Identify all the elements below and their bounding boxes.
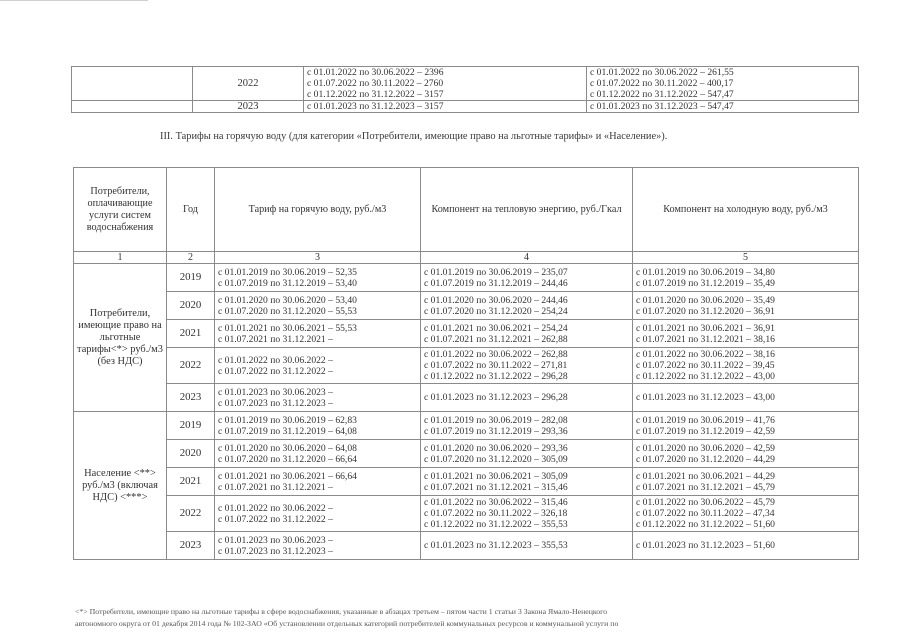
tariff-period-line: с 01.01.2021 по 30.06.2021 – 36,91 [636, 322, 775, 334]
cold-component-cell [633, 292, 859, 320]
table-row [74, 384, 859, 412]
tariff-period-line: с 01.01.2022 по 30.06.2022 – 315,46 [424, 497, 568, 508]
table-row [74, 440, 859, 468]
tariff-period-line: с 01.07.2020 по 31.12.2020 – 36,91 [636, 305, 775, 317]
tariff-period-line: с 01.01.2019 по 30.06.2019 – 41,76 [636, 414, 775, 426]
tariff-period-line: с 01.07.2021 по 31.12.2021 – [218, 333, 333, 345]
tariff-period-line: с 01.01.2020 по 30.06.2020 – 53,40 [218, 294, 357, 306]
tariff-period-line: с 01.01.2023 по 31.12.2023 – 51,60 [636, 540, 775, 551]
heat-component-cell [421, 532, 633, 560]
cold-component-cell [633, 412, 859, 440]
tariff-period-line: с 01.01.2021 по 30.06.2021 – 254,24 [424, 322, 568, 334]
tariff-period-line: с 01.07.2022 по 30.11.2022 – 326,18 [424, 508, 568, 519]
tariff-period-line: с 01.07.2020 по 31.12.2020 – 66,64 [218, 453, 357, 465]
table-row [74, 320, 859, 348]
year-cell: 2022 [167, 348, 215, 384]
empty-cell [72, 101, 193, 113]
column-number: 1 [74, 252, 167, 264]
year-cell: 2020 [167, 292, 215, 320]
tariff-period-line: с 01.01.2022 по 30.06.2022 – 38,16 [636, 349, 775, 360]
cold-component-cell [633, 348, 859, 384]
tariff-period-line: с 01.01.2023 по 30.06.2023 – [218, 534, 333, 546]
tariff-period-line: с 01.01.2022 по 30.06.2022 – 45,79 [636, 497, 775, 508]
table-row [74, 496, 859, 532]
tariff-period-line: с 01.07.2021 по 31.12.2021 – 262,88 [424, 333, 568, 345]
tariff-period-line: с 01.07.2020 по 31.12.2020 – 254,24 [424, 305, 568, 317]
tariff-period-line: с 01.12.2022 по 31.12.2022 – 355,53 [424, 519, 568, 530]
year-cell: 2022 [167, 496, 215, 532]
cold-component-cell [633, 496, 859, 532]
year-cell: 2020 [167, 440, 215, 468]
heat-component-cell [421, 320, 633, 348]
heat-component-cell [421, 496, 633, 532]
tariff-period-line: с 01.01.2023 по 31.12.2023 – 43,00 [636, 392, 775, 403]
heat-component-cell [421, 468, 633, 496]
year-cell: 2021 [167, 320, 215, 348]
cold-component-cell [633, 320, 859, 348]
tariff-cell [215, 468, 421, 496]
year-cell: 2019 [167, 264, 215, 292]
hot-water-tariff-table [73, 167, 859, 560]
heat-component-cell [421, 292, 633, 320]
section-title: III. Тарифы на горячую воду (для категории «Потребители, имеющие право на льготные тарифы» и «Население»). [160, 131, 668, 142]
header-consumers: Потребители, оплачивающие услуги систем водоснабжения [74, 168, 167, 252]
table-row [72, 67, 859, 101]
empty-cell [72, 67, 193, 101]
tariff-period-line: с 01.07.2022 по 30.11.2022 – 400,17 [590, 78, 734, 89]
column-number: 2 [167, 252, 215, 264]
tariff-period-line: с 01.01.2019 по 30.06.2019 – 62,83 [218, 414, 357, 426]
tariff-period-line: с 01.01.2021 по 30.06.2021 – 66,64 [218, 470, 357, 482]
tariff-period-line: с 01.01.2020 по 30.06.2020 – 35,49 [636, 294, 775, 306]
header-tariff: Тариф на горячую воду, руб./м3 [215, 168, 421, 252]
tariff-period-line: с 01.07.2019 по 31.12.2019 – 42,59 [636, 425, 775, 437]
consumer-category: Потребители, имеющие право на льготные тарифы<*> руб./м3 (без НДС) [74, 264, 167, 412]
tariff-cell [215, 320, 421, 348]
tariff-period-line: с 01.01.2022 по 30.06.2022 – 2396 [307, 67, 444, 78]
footnote-line: автономного округа от 01 декабря 2014 года № 102-ЗАО «Об установлении отдельных категорий потребителей коммунальных ресурсов и коммунальной услуги по [75, 619, 619, 628]
tariff-cell [215, 264, 421, 292]
column-number: 5 [633, 252, 859, 264]
header-cold-component: Компонент на холодную воду, руб./м3 [633, 168, 859, 252]
tariff-period-line: с 01.07.2020 по 31.12.2020 – 305,09 [424, 453, 568, 465]
tariff-period-line: с 01.07.2021 по 31.12.2021 – 45,79 [636, 481, 775, 493]
tariff-period-line: с 01.12.2022 по 31.12.2022 – 3157 [307, 89, 444, 100]
tariff-period-line: с 01.01.2023 по 31.12.2023 – 547,47 [590, 101, 734, 112]
tariff-period-line: с 01.07.2022 по 30.11.2022 – 47,34 [636, 508, 775, 519]
year-cell: 2022 [193, 67, 304, 101]
tariff-period-line: с 01.01.2020 по 30.06.2020 – 64,08 [218, 442, 357, 454]
tariff-period-line: с 01.01.2021 по 30.06.2021 – 44,29 [636, 470, 775, 482]
tariff-period-line: с 01.07.2022 по 31.12.2022 – [218, 365, 333, 377]
year-cell: 2023 [167, 384, 215, 412]
tariff-period-line: с 01.07.2019 по 31.12.2019 – 293,36 [424, 425, 568, 437]
table-row [74, 292, 859, 320]
top-tariff-table [71, 66, 859, 113]
tariff-period-line: с 01.12.2022 по 31.12.2022 – 547,47 [590, 89, 734, 100]
tariff-period-line: с 01.01.2021 по 30.06.2021 – 305,09 [424, 470, 568, 482]
tariff-period-line: с 01.12.2022 по 31.12.2022 – 43,00 [636, 371, 775, 382]
heat-component-cell [421, 348, 633, 384]
tariff-period-line: с 01.01.2021 по 30.06.2021 – 55,53 [218, 322, 357, 334]
table-row [74, 532, 859, 560]
tariff-period-line: с 01.01.2020 по 30.06.2020 – 42,59 [636, 442, 775, 454]
column-number: 3 [215, 252, 421, 264]
heat-component-cell [421, 440, 633, 468]
table-row [74, 468, 859, 496]
tariff-period-line: с 01.01.2019 по 30.06.2019 – 34,80 [636, 266, 775, 278]
header-year: Год [167, 168, 215, 252]
tariff-period-line: с 01.07.2021 по 31.12.2021 – 38,16 [636, 333, 775, 345]
tariff-period-line: с 01.07.2022 по 31.12.2022 – [218, 513, 333, 525]
tariff-period-line: с 01.01.2020 по 30.06.2020 – 244,46 [424, 294, 568, 306]
tariff-period-line: с 01.07.2021 по 31.12.2021 – 315,46 [424, 481, 568, 493]
tariff-period-line: с 01.07.2023 по 31.12.2023 – [218, 545, 333, 557]
tariff-period-line: с 01.01.2019 по 30.06.2019 – 282,08 [424, 414, 568, 426]
tariff-cell [215, 412, 421, 440]
tariff-period-line: с 01.07.2020 по 31.12.2020 – 55,53 [218, 305, 357, 317]
tariff-period-line: с 01.07.2022 по 30.11.2022 – 39,45 [636, 360, 775, 371]
tariff-cell [215, 384, 421, 412]
heat-component-cell [421, 412, 633, 440]
tariff-period-line: с 01.07.2019 по 31.12.2019 – 53,40 [218, 277, 357, 289]
tariff-period-line: с 01.01.2023 по 31.12.2023 – 3157 [307, 101, 444, 112]
table-row [74, 412, 859, 440]
footnote [75, 606, 865, 630]
tariff-period-line: с 01.01.2023 по 30.06.2023 – [218, 386, 333, 398]
heat-component-cell [421, 384, 633, 412]
heat-component-cell [421, 264, 633, 292]
tariff-period-line: с 01.12.2022 по 31.12.2022 – 296,28 [424, 371, 568, 382]
component-cell [587, 101, 859, 113]
tariff-period-line: с 01.07.2019 по 31.12.2019 – 244,46 [424, 277, 568, 289]
tariff-period-line: с 01.01.2019 по 30.06.2019 – 52,35 [218, 266, 357, 278]
tariff-cell [304, 67, 587, 101]
tariff-cell [304, 101, 587, 113]
component-cell [587, 67, 859, 101]
top-edge-line [0, 0, 148, 1]
tariff-period-line: с 01.01.2022 по 30.06.2022 – 261,55 [590, 67, 734, 78]
cold-component-cell [633, 264, 859, 292]
cold-component-cell [633, 532, 859, 560]
tariff-period-line: с 01.01.2022 по 30.06.2022 – [218, 354, 333, 366]
cold-component-cell [633, 468, 859, 496]
year-cell: 2023 [167, 532, 215, 560]
table-row [72, 101, 859, 113]
tariff-period-line: с 01.01.2020 по 30.06.2020 – 293,36 [424, 442, 568, 454]
tariff-period-line: с 01.07.2019 по 31.12.2019 – 64,08 [218, 425, 357, 437]
consumer-category: Население <**> руб./м3 (включая НДС) <***> [74, 412, 167, 560]
year-cell: 2019 [167, 412, 215, 440]
tariff-period-line: с 01.01.2023 по 31.12.2023 – 296,28 [424, 392, 568, 403]
cold-component-cell [633, 384, 859, 412]
tariff-period-line: с 01.01.2022 по 30.06.2022 – [218, 502, 333, 514]
tariff-period-line: с 01.07.2019 по 31.12.2019 – 35,49 [636, 277, 775, 289]
tariff-cell [215, 440, 421, 468]
table-row [74, 264, 859, 292]
tariff-cell [215, 532, 421, 560]
tariff-period-line: с 01.01.2019 по 30.06.2019 – 235,07 [424, 266, 568, 278]
footnote-line: <*> Потребители, имеющие право на льготные тарифы в сфере водоснабжения, указанные в абзацах третьем – пятом части 1 статьи 3 Закона Ямало-Ненецкого [75, 607, 608, 616]
header-heat-component: Компонент на тепловую энергию, руб./Гкал [421, 168, 633, 252]
tariff-period-line: с 01.12.2022 по 31.12.2022 – 51,60 [636, 519, 775, 530]
tariff-period-line: с 01.07.2022 по 30.11.2022 – 271,81 [424, 360, 568, 371]
column-number: 4 [421, 252, 633, 264]
year-cell: 2021 [167, 468, 215, 496]
tariff-cell [215, 496, 421, 532]
cold-component-cell [633, 440, 859, 468]
tariff-period-line: с 01.07.2023 по 31.12.2023 – [218, 397, 333, 409]
tariff-cell [215, 348, 421, 384]
tariff-period-line: с 01.01.2022 по 30.06.2022 – 262,88 [424, 349, 568, 360]
tariff-period-line: с 01.01.2023 по 31.12.2023 – 355,53 [424, 540, 568, 551]
tariff-cell [215, 292, 421, 320]
year-cell: 2023 [193, 101, 304, 113]
table-row [74, 348, 859, 384]
tariff-period-line: с 01.07.2020 по 31.12.2020 – 44,29 [636, 453, 775, 465]
tariff-period-line: с 01.07.2021 по 31.12.2021 – [218, 481, 333, 493]
tariff-period-line: с 01.07.2022 по 30.11.2022 – 2760 [307, 78, 444, 89]
